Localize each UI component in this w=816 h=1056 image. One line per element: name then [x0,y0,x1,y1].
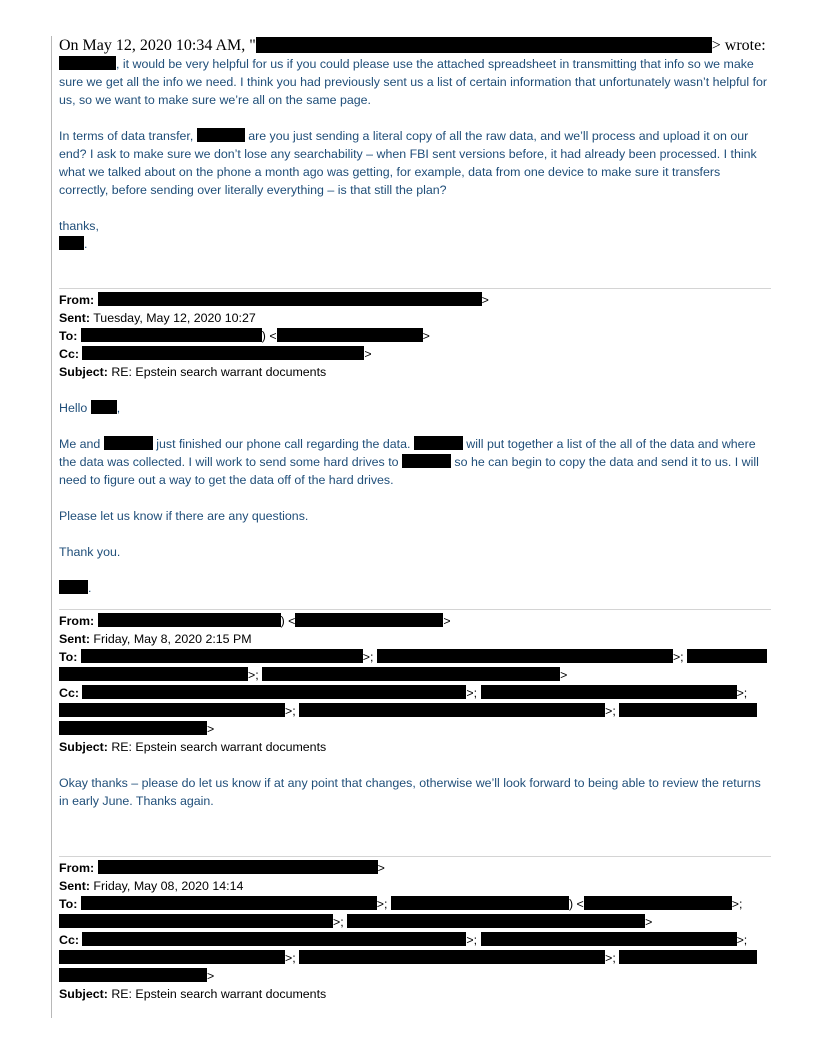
redaction [299,950,605,964]
cc-label: Cc: [59,347,79,361]
email2-cc-cont [59,702,771,720]
email1-from [59,291,771,309]
recipient-separator: >; [248,668,259,682]
redaction [59,914,333,928]
subject-label: Subject: [59,987,108,1001]
redaction [82,685,466,699]
email2-cc [59,684,771,702]
subject-value: RE: Epstein search warrant documents [107,365,327,379]
from-label: From: [59,293,95,307]
redaction [687,649,767,663]
signature-suffix: . [88,581,92,595]
recipient-end: > [560,668,568,682]
email1-greeting [59,399,771,417]
redaction [59,968,207,982]
cc-label: Cc: [59,686,79,700]
redaction [91,400,117,414]
redaction [104,436,153,450]
email2-from [59,612,771,630]
to-label: To: [59,650,78,664]
from-separator: ) < [280,614,296,628]
recipient-separator: >; [736,933,748,947]
redaction [262,667,560,681]
redaction [59,703,285,717]
redaction [277,328,423,342]
subject-label: Subject: [59,740,108,754]
reply-text: are you just sending a literal copy of all the raw data, and we’ll process and upload it on our end? I ask to make sure we don’t lose any searchability – when FBI sent versions before, it had already been processed. I think what we talked about on the phone a month ago was getting, for example, data from one device to make sure it transfers correctly, before sending over literally everything – is that still the plan? [59,129,757,197]
from-suffix: > [481,293,489,307]
sent-value: Friday, May 8, 2020 2:15 PM [89,632,252,646]
recipient-separator: >; [285,704,296,718]
reply-closing: thanks, [59,219,99,233]
email-thread [59,36,771,1003]
email1-sent [59,309,771,327]
redaction [98,613,281,627]
quote-bar [51,36,52,1018]
redaction [584,896,732,910]
email1-cc [59,345,771,363]
redaction [59,56,116,70]
sent-label: Sent: [59,879,90,893]
greeting-suffix: , [116,401,121,415]
redaction [59,580,88,594]
email3-cc-cont [59,949,771,967]
email2-subject [59,738,771,756]
redaction [59,667,248,681]
email1-to [59,327,771,345]
signature-suffix: . [84,237,88,251]
redaction [481,932,737,946]
redaction [82,932,466,946]
recipient-separator: >; [376,897,388,911]
recipient-separator: >; [736,686,748,700]
redaction [82,346,364,360]
redaction [59,236,84,250]
recipient-end: > [207,722,215,736]
body-text: just finished our phone call regarding the data. [152,437,414,451]
redaction [391,896,569,910]
email1-signature [59,579,771,597]
recipient-separator: >; [466,686,478,700]
reply-signature [59,235,771,253]
email2-to-cont [59,666,771,684]
recipient-end: > [645,915,653,929]
body-text: will put together a list of the all of the data and where the data was collected. I will work to send some hard drives to [59,437,756,469]
cc-suffix: > [364,347,372,361]
sent-label: Sent: [59,311,90,325]
redaction [619,950,757,964]
email3-from [59,859,771,877]
redaction [481,685,737,699]
reply-attribution [59,36,771,55]
to-label: To: [59,329,78,343]
redaction [299,703,605,717]
recipient-separator: ) < [568,897,584,911]
email1-paragraph-1 [59,435,771,489]
redaction [98,292,482,306]
from-label: From: [59,614,95,628]
subject-label: Subject: [59,365,108,379]
from-suffix: > [443,614,451,628]
redaction [256,37,712,53]
body-text: so he can begin to copy the data and send it to us. I will need to figure out a way to get the data off of the hard drives. [59,455,759,487]
email3-to-cont [59,913,771,931]
redaction [295,613,443,627]
email1-subject [59,363,771,381]
subject-value: RE: Epstein search warrant documents [107,987,327,1001]
sent-label: Sent: [59,632,90,646]
sent-value: Friday, May 08, 2020 14:14 [89,879,244,893]
to-suffix: > [422,329,430,343]
subject-value: RE: Epstein search warrant documents [107,740,327,754]
attribution-suffix: > wrote: [711,37,766,54]
email2-body: Okay thanks – please do let us know if at any point that changes, otherwise we’ll look forward to being able to review the returns in early June. Thanks again. [59,776,761,808]
redaction [98,860,378,874]
redaction [197,128,245,142]
email1-paragraph-2: Please let us know if there are any questions. [59,509,309,523]
recipient-separator: >; [605,951,616,965]
reply-text: In terms of data transfer, [59,129,197,143]
email3-to [59,895,771,913]
redaction [377,649,673,663]
recipient-separator: >; [333,915,344,929]
redaction [59,950,285,964]
redaction [402,454,451,468]
redaction [59,721,207,735]
to-separator: ) < [261,329,277,343]
from-suffix: > [377,861,385,875]
recipient-separator: >; [731,897,743,911]
reply-text: , it would be very helpful for us if you could please use the attached spreadsheet in transmitting that info so we make sure we get all the info we need. I think you had previously sent us a list of certain information that unfortunately wasn’t helpful for us, so we want to make sure we’re all on the same page. [59,57,768,107]
redaction [81,896,377,910]
recipient-end: > [207,969,215,983]
email3-cc [59,931,771,949]
greeting-text: Hello [59,401,91,415]
recipient-separator: >; [672,650,684,664]
from-label: From: [59,861,95,875]
email2-to [59,648,771,666]
redaction [81,328,262,342]
reply-paragraph-1 [59,55,771,109]
recipient-separator: >; [466,933,478,947]
recipient-separator: >; [605,704,616,718]
email2-sent [59,630,771,648]
email2-cc-cont-2 [59,720,771,738]
redaction [619,703,757,717]
recipient-separator: >; [285,951,296,965]
email3-subject [59,985,771,1003]
email3-sent [59,877,771,895]
email1-paragraph-3: Thank you. [59,545,121,559]
redaction [81,649,363,663]
body-text: Me and [59,437,104,451]
cc-label: Cc: [59,933,79,947]
to-label: To: [59,897,78,911]
reply-paragraph-2 [59,127,771,199]
redaction [414,436,463,450]
attribution-prefix: On May 12, 2020 10:34 AM, " [59,37,256,54]
email3-cc-cont-2 [59,967,771,985]
sent-value: Tuesday, May 12, 2020 10:27 [89,311,256,325]
recipient-separator: >; [362,650,374,664]
redaction [347,914,645,928]
